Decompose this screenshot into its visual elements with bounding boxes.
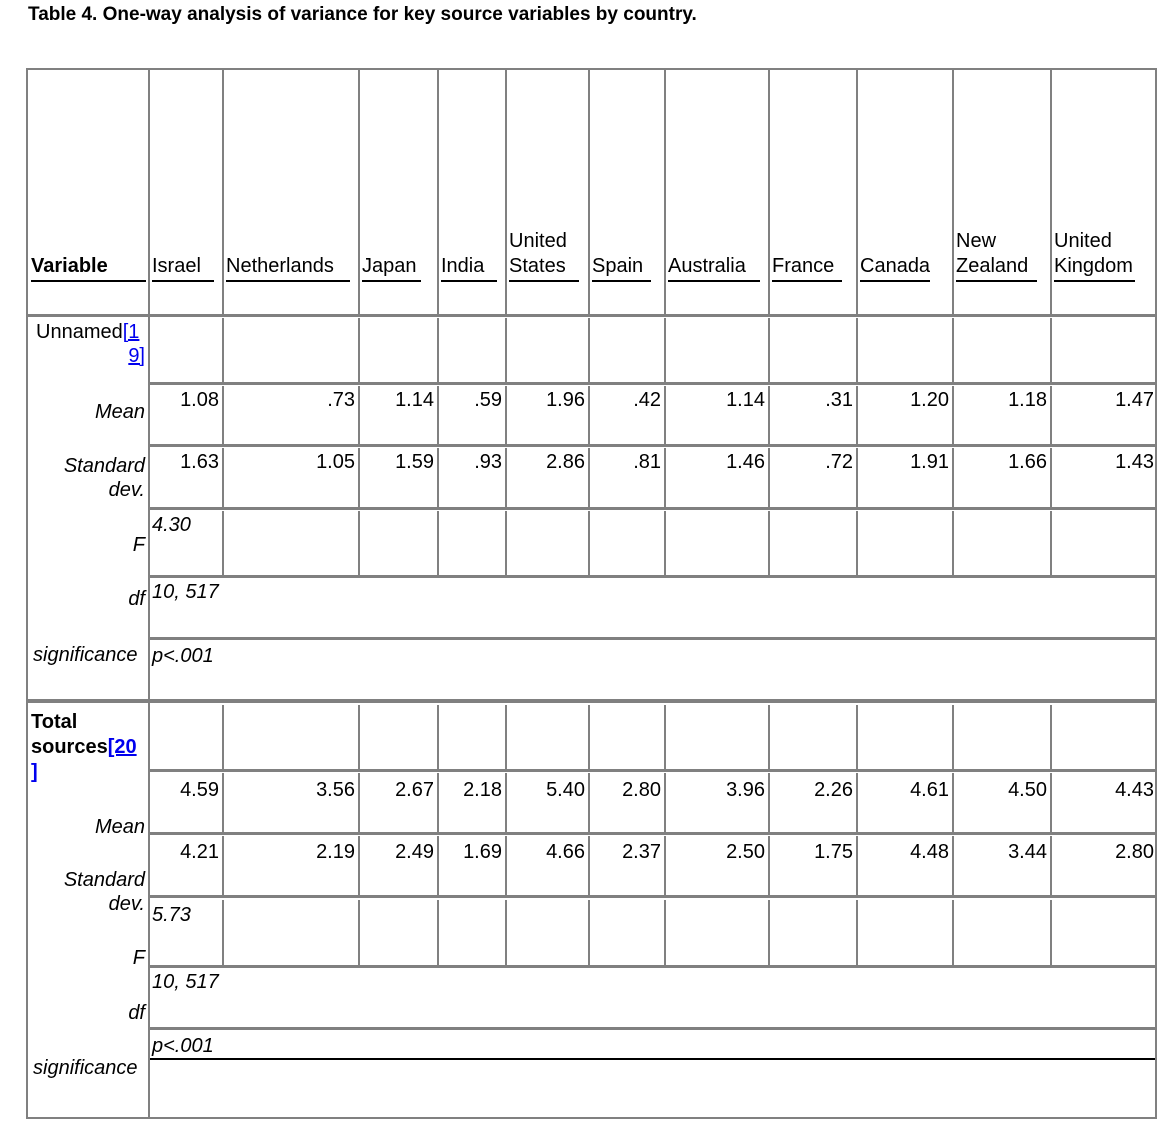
header-underline	[441, 280, 497, 282]
section-title-line2: sources[20	[31, 736, 137, 758]
header-underline	[772, 280, 842, 282]
header-country-israel: Israel	[152, 255, 201, 277]
header-underline	[226, 280, 350, 282]
column-border	[768, 318, 770, 382]
sd-value: 1.69	[463, 841, 502, 863]
column-border	[505, 900, 507, 965]
significance-value: p<.001	[152, 645, 214, 667]
mean-value: 1.14	[726, 389, 765, 411]
mean-value: 5.40	[546, 779, 585, 801]
header-country-states: States	[509, 255, 566, 277]
mean-value: 1.47	[1115, 389, 1154, 411]
sd-value: 2.86	[546, 451, 585, 473]
row-label-significance: significance	[33, 644, 138, 666]
sd-value: 2.19	[316, 841, 355, 863]
column-border	[1050, 318, 1052, 382]
column-border	[505, 318, 507, 382]
label-column-border	[148, 70, 150, 1117]
mean-value: .31	[825, 389, 853, 411]
column-border	[952, 318, 954, 382]
mean-value: 4.59	[180, 779, 219, 801]
sd-value: 4.66	[546, 841, 585, 863]
column-border	[952, 70, 954, 314]
df-value: 10, 517	[152, 581, 219, 603]
header-country-france: France	[772, 255, 835, 277]
mean-value: 1.96	[546, 389, 585, 411]
row-label-standard-dev: Standard	[63, 455, 145, 477]
header-underline	[362, 280, 421, 282]
mean-value: 1.08	[180, 389, 219, 411]
footnote-continuation	[0, 344, 145, 368]
row-label-mean: Mean	[94, 816, 145, 838]
sd-value: 1.75	[814, 841, 853, 863]
column-border	[1050, 70, 1052, 314]
column-border	[588, 70, 590, 314]
column-border	[437, 900, 439, 965]
column-border	[1050, 511, 1052, 575]
row-border	[148, 382, 1157, 385]
df-value: 10, 517	[152, 971, 219, 993]
mean-value: 4.43	[1115, 779, 1154, 801]
sd-value: 3.44	[1008, 841, 1047, 863]
sd-value: 1.63	[180, 451, 219, 473]
column-border	[856, 705, 858, 769]
significance-rule	[150, 1058, 1155, 1060]
sd-value: .81	[633, 451, 661, 473]
mean-value: 1.14	[395, 389, 434, 411]
column-border	[588, 705, 590, 769]
column-border	[358, 705, 360, 769]
sd-value: .93	[474, 451, 502, 473]
mean-value: 2.26	[814, 779, 853, 801]
column-border	[222, 705, 224, 769]
row-label-standard-dev: Standard	[63, 869, 145, 891]
row-border	[148, 769, 1157, 772]
row-border	[148, 507, 1157, 510]
sd-value: 1.59	[395, 451, 434, 473]
column-border	[505, 511, 507, 575]
row-label-df: df	[128, 1002, 145, 1024]
column-border	[768, 900, 770, 965]
footnote-link[interactable]: 9]	[128, 345, 145, 367]
header-country-spain: Spain	[592, 255, 644, 277]
sd-value: 1.66	[1008, 451, 1047, 473]
column-border	[358, 70, 360, 314]
column-border	[437, 511, 439, 575]
sd-value: 2.49	[395, 841, 434, 863]
column-border	[588, 900, 590, 965]
table-caption: Table 4. One-way analysis of variance for key source variables by country.	[28, 4, 697, 25]
significance-value: p<.001	[152, 1035, 214, 1057]
column-border	[1050, 900, 1052, 965]
header-underline	[592, 280, 651, 282]
mean-value: 4.61	[910, 779, 949, 801]
column-border	[952, 705, 954, 769]
row-label-standard-dev-line2: dev.	[108, 893, 145, 915]
column-border	[222, 900, 224, 965]
row-border	[148, 575, 1157, 578]
header-country-japan: Japan	[362, 255, 417, 277]
header-underline	[31, 280, 146, 282]
header-country-line1: United	[509, 230, 567, 252]
row-label-f: F	[132, 534, 145, 556]
column-border	[664, 318, 666, 382]
column-border	[664, 705, 666, 769]
sd-value: .72	[825, 451, 853, 473]
section-separator	[28, 699, 1157, 703]
row-border	[148, 444, 1157, 447]
mean-value: 3.56	[316, 779, 355, 801]
column-border	[664, 70, 666, 314]
header-country-kingdom: Kingdom	[1054, 255, 1133, 277]
header-country-line1: New	[956, 230, 997, 252]
row-border	[28, 314, 148, 317]
header-country-canada: Canada	[860, 255, 931, 277]
header-country-line1: United	[1054, 230, 1112, 252]
header-underline	[1054, 280, 1135, 282]
column-border	[664, 900, 666, 965]
section-title: Total	[31, 711, 78, 733]
column-border	[358, 900, 360, 965]
header-country-zealand: Zealand	[956, 255, 1029, 277]
column-border	[222, 511, 224, 575]
mean-value: .42	[633, 389, 661, 411]
sd-value: 1.05	[316, 451, 355, 473]
row-border	[148, 314, 1157, 317]
mean-value: .73	[327, 389, 355, 411]
row-border	[148, 965, 1157, 968]
f-value: 5.73	[152, 904, 191, 926]
header-underline	[668, 280, 760, 282]
sd-value: 1.43	[1115, 451, 1154, 473]
column-border	[437, 705, 439, 769]
column-border	[768, 70, 770, 314]
sd-value: 2.50	[726, 841, 765, 863]
column-border	[952, 900, 954, 965]
section-title: Unnamed[1	[36, 321, 140, 343]
header-underline	[509, 280, 579, 282]
column-border	[856, 318, 858, 382]
row-label-mean: Mean	[94, 401, 145, 423]
mean-value: 2.80	[622, 779, 661, 801]
column-border	[437, 318, 439, 382]
column-border	[437, 70, 439, 314]
row-label-f: F	[132, 947, 145, 969]
mean-value: 1.18	[1008, 389, 1047, 411]
column-border	[505, 70, 507, 314]
row-label-standard-dev-line2: dev.	[108, 479, 145, 501]
footnote-link[interactable]: [1	[122, 321, 140, 343]
column-border	[664, 511, 666, 575]
column-border	[358, 511, 360, 575]
row-border	[148, 895, 1157, 898]
row-label-df: df	[128, 588, 145, 610]
mean-value: 4.50	[1008, 779, 1047, 801]
header-underline	[152, 280, 214, 282]
column-border	[1050, 705, 1052, 769]
mean-value: .59	[474, 389, 502, 411]
sd-value: 1.46	[726, 451, 765, 473]
f-value: 4.30	[152, 514, 191, 536]
header-country-netherlands: Netherlands	[226, 255, 334, 277]
column-border	[768, 511, 770, 575]
column-border	[505, 705, 507, 769]
row-border	[148, 832, 1157, 835]
column-border	[222, 318, 224, 382]
sd-value: 4.48	[910, 841, 949, 863]
column-border	[588, 511, 590, 575]
header-variable: Variable	[31, 255, 108, 277]
sd-value: 2.37	[622, 841, 661, 863]
column-border	[222, 70, 224, 314]
column-border	[856, 511, 858, 575]
sd-value: 4.21	[180, 841, 219, 863]
mean-value: 1.20	[910, 389, 949, 411]
mean-value: 2.18	[463, 779, 502, 801]
column-border	[856, 900, 858, 965]
sd-value: 1.91	[910, 451, 949, 473]
column-border	[588, 318, 590, 382]
row-border	[148, 637, 1157, 640]
row-label-significance: significance	[33, 1057, 138, 1079]
header-country-australia: Australia	[668, 255, 746, 277]
header-underline	[860, 280, 930, 282]
sd-value: 2.80	[1115, 841, 1154, 863]
column-border	[768, 705, 770, 769]
column-border	[952, 511, 954, 575]
mean-value: 3.96	[726, 779, 765, 801]
footnote-link[interactable]: [20	[107, 736, 137, 758]
footnote-link[interactable]: ]	[31, 761, 38, 783]
header-country-india: India	[441, 255, 485, 277]
row-border	[148, 1027, 1157, 1030]
column-border	[856, 70, 858, 314]
column-border	[358, 318, 360, 382]
mean-value: 2.67	[395, 779, 434, 801]
header-underline	[956, 280, 1037, 282]
